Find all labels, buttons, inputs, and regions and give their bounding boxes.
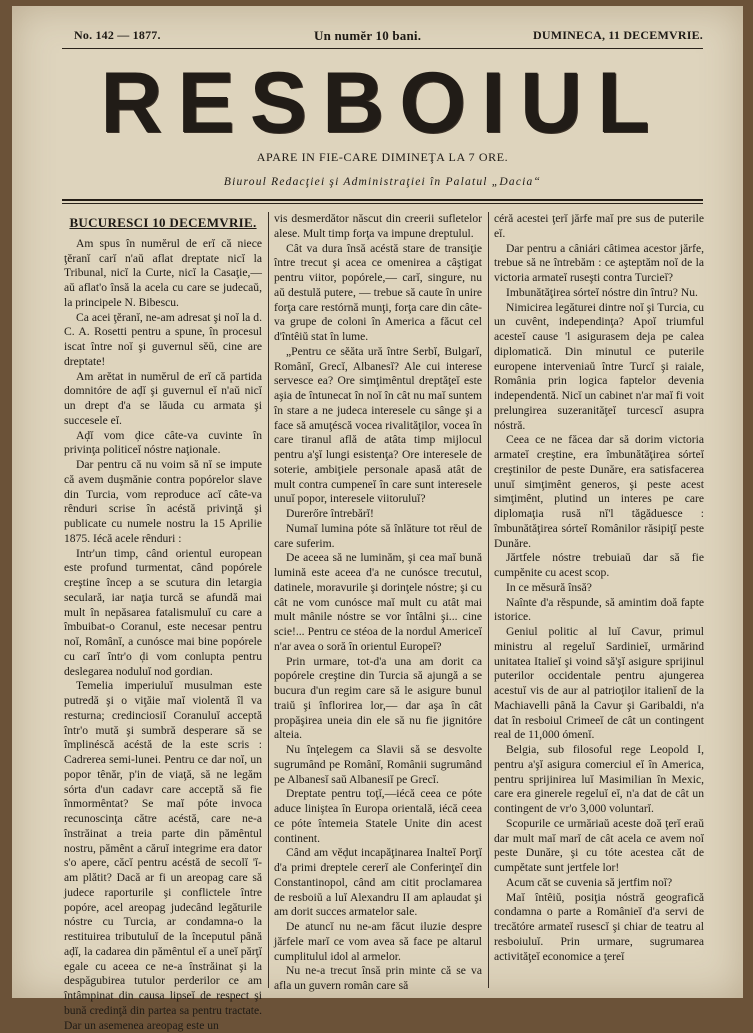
article-column-1: [64, 212, 262, 1032]
newspaper-page: [12, 6, 743, 1032]
paragraph: Acum căt se cuvenia să jertfim noĭ?: [506, 875, 673, 889]
column-divider: [488, 212, 489, 988]
paragraph: Intr'un timp, când orientul european este profund turmentat, când popórele creştine încep a se scutura din letargia seculară, iar naţia turcă se afundă mai mult în nepăsarea fatalismuluĭ cu care a îmbuibat-o Coranul, este necesar pentru noĭ, Românĭ, a cunósce mai bine popórele cu carĭ într'o ḑi vom conlupta pentru deslegarea noduluĭ nod gordian.: [64, 546, 262, 678]
issue-number: No. 142 — 1877.: [74, 28, 161, 42]
column-divider: [268, 212, 269, 988]
paragraph: Numaĭ lumina póte să înlăture tot rĕul de care suferim.: [274, 521, 482, 550]
paragraph: Nu ne-a trecut însă prin minte că se va afla un guvern român care să: [274, 964, 482, 992]
paragraph: Prin urmare, tot-d'a una am dorit ca popórele creştine din Turcia să ajungă a se bucura d'un regim care să le asigure bunul traiŭ şi înflorirea lor,— dar aşa în cât propăşirea uneia din ele să nu fie jignitóre alteia.: [274, 654, 482, 742]
issue-price: Un numĕr 10 bani.: [314, 28, 422, 43]
paragraph: Durerőre întrebărĭ!: [286, 507, 374, 520]
paragraph: Imbunătăţirea sórteĭ nóstre din întru? Nu.: [506, 285, 698, 299]
issue-date: DUMINECA, 11 DECEMVRIE.: [533, 28, 703, 42]
paragraph: De atuncĭ nu ne-am făcut iluzie despre jărfele marĭ ce vom avea să face pe altarul cumplitulul idol al armelor.: [274, 920, 482, 963]
paragraph: vis desmerdător născut din creerii sufletelor alese. Mult timp forţa va impune dreptulul.: [274, 212, 482, 240]
paragraph: Jărtfele nóstre trebuiaŭ dar să fie cumpĕnite cu acest scop.: [494, 551, 704, 579]
paragraph: De aceea să ne luminăm, şi cea maĭ bună lumină este aceea d'a ne cunósce trecutul, datinele, moravurile şi dorinţele nóstre; şi cu cât ne vom cunósce maĭ mult cu atât mai mult mânile nóstre se vor întâlni şi... cine scie!... Pentru ce stéoa de la nordul Americeĭ n'ar avea o soră în orientul Europeĭ?: [274, 551, 482, 653]
paragraph: Maĭ întêiŭ, posiţia nóstră geografică condamna o parte a Românieĭ d'a servi de trecătóre armateĭ rusescĭ şi chiar de teatru al resboiuluĭ. Prin urmare, sugrumarea activităţeĭ economice a ţereĭ: [494, 890, 704, 963]
paragraph: Geniul politic al luĭ Cavur, primul ministru al regeluĭ Sardinieĭ, urmărind unitatea Italieĭ şi voind să'şĭ asigure sprijinul puterilor occidentale pentru ajungerea acestuĭ vis de aur al patrioţilor italienĭ de la Machiavelli până la Cavur şi Garibaldi, n'a dat în resboiul Crimeeĭ de cât un contingent real de 11,000 ómenĭ.: [494, 625, 704, 742]
paragraph: Temelia imperiuluĭ musulman este putredă şi o viţăie maĭ violentă îl va resturna; credinciosiĭ Coranuluĭ acceptă într'o mută şi sumbră desperare să se împlinéscă acéstă de la este scris : Cadrerea semi-lunei. Pentru ce dar noĭ, un popor tênăr, p'in de viaţă, să ne legăm sórta d'un cadavr care acceptă să fie înmormêntat? Se maĭ póte invoca recunoscinţa către acéstă, care ne-a înstrăinat a treia parte din pămêntul nostru, pămênt a căruĭ integrime era dator s'o apere, căcĭ pentru acéstă de secolĭ 'ĭ-am plătit? Dacă ar fi un areopag care să judece raporturile şi conflictele între popóre, acel areopag judecând legăturile nóstre cu Turcia, ar condamna-o la restituirea tributuluĭ de la începutul până aḑĭ, la cadarea din pămêntul eĭ a uneĭ părţĭ egale cu aceea ce ne-a înstrăinat şi la despăgubirea tutulor perderilor ce am întâmpinat din causa lipseĭ de respect şi bună credinţă din partea sa pentru tractate. Dar un asemenea areopag este un: [64, 679, 262, 1032]
masthead-rule-thin: [62, 203, 703, 204]
paragraph: Belgia, sub filosoful rege Leopold I, pentru a'şĭ asigura comerciul eĭ în America, pentru sprijinirea luĭ Masimilian în Mexic, care era ginerele regeluĭ eĭ, n'a dat de cât un contingent de vr'o 3,000 voluntarĭ.: [494, 743, 704, 815]
paragraph: Dar pentru a câniári câtimea acestor jărfe, trebue să ne întrebăm : ce aşteptăm noĭ de la victoria armateĭ ruseşti contra Turcieĭ?: [494, 241, 704, 284]
paragraph: „Pentru ce sĕăta ură între Serbĭ, Bulgarĭ, Românĭ, Grecĭ, Albanesĭ? Ale cui interese servesce ea? Ore simţimêntul dreptăţeĭ este aşia de întunecat în noĭ în cât nu maĭ suntem în stare a ne judeca interesele cu sânge şi a face să amuţéscă vocea rivalităţilor, vocea în care tiranul află de atâta timp mijlocul pentru a'şĭ lungi esistenţa? Ore interesele de soterie, ambiţiele personale apasă atât de mult contra cumpeneĭ în care sunt interesele unuĭ popor, interesele viitoruluĭ?: [274, 344, 482, 506]
article-column-2: [274, 212, 482, 992]
paragraph: Dar pentru că nu voim să nĭ se impute că avem duşmănie contra popórelor slave din Turcia, vom reproduce acĭ câte-va rênduri scrise în acéstă privinţă şi publicate cu numele nostru la 15 Aprilie 1875. Iécă acele rênduri :: [64, 458, 262, 545]
paragraph: Nimicirea legăturei dintre noĭ şi Turcia, cu un cuvênt, independinţa? Apoĭ triumful acesteĭ cause 'l asigurasem deja pe calea diplomatică. Din minutul ce puterile europene interveniaŭ între Turcĭ şi raiale, România prin logica faptelor devenia independentă. Nicĭ un cabinet n'ar maĭ fi voit prelungirea suzeranităţeĭ turcescĭ asupra nóstră.: [494, 300, 704, 432]
paragraph: Aḑĭ vom ḑice câte-va cuvinte în privinţa politiceĭ nóstre naţionale.: [64, 428, 262, 457]
paragraph: Cât va dura însă acéstă stare de transiţie între trecut şi acea ce omenirea a câştigat pentru viitor, popórele,— carĭ, singure, nu aŭ destulă putere, — trebue să caute în unire forţa care restórnă munţi, forţa care din câte-va grupe de coloni în America a făcut cel d'întêiŭ stat în lume.: [274, 241, 482, 343]
paragraph: Ca acei ţĕranĭ, ne-am adresat şi noĭ la d. C. A. Rosetti pentru a spune, în procesul iscat între noĭ şi guvernul sĕŭ, cine are dreptate!: [64, 310, 262, 368]
masthead-rule: [62, 199, 703, 201]
masthead-tagline: APARE IN FIE-CARE DIMINEŢA LA 7 ORE.: [256, 150, 509, 164]
paragraph: Dreptate pentru toţĭ,—iécă ceea ce póte aduce liniştea în Europa orientală, iécă ceea ce póte întemeia Statele Unite din acest continent.: [274, 787, 482, 845]
paragraph: Ceea ce ne făcea dar să dorim victoria armateĭ creştine, era îmbunătăţirea sórteĭ creştinilor de peste Dunăre, era satisfacerea unuĭ simţimênt generos, şi peste acest simţimênt, plutind un interes pe care diplomaţia rusă nĭ'l tăgăduesce : îmbunătăţirea sórteĭ Românilor răsipiţĭ peste Dunăre.: [494, 433, 704, 550]
paragraph: Naînte d'a rĕspunde, să amintim doă fapte istorice.: [494, 595, 704, 624]
header-rule: [62, 48, 703, 49]
paragraph: Am arĕtat in numĕrul de erĭ că partida domnitóre de aḑĭ şi guvernul eĭ n'aŭ nicĭ un drept d'a se lăuda cu armata şi succesele eĭ.: [64, 369, 262, 427]
article-headline: BUCURESCI 10 DECEMVRIE.: [69, 215, 257, 230]
paragraph: In ce mĕsură însă?: [506, 580, 592, 594]
paragraph: céră acestei ţerĭ jărfe maĭ pre sus de puterile eĭ.: [494, 212, 704, 240]
paragraph: Scopurile ce urmăriaŭ aceste doă ţerĭ eraŭ dar mult maĭ marĭ de cât acela ce avem noĭ peste Dunăre, şi cu tóte acestea căt de cumpĕtate sunt jertfele lor!: [494, 816, 704, 874]
masthead-admin-line: Biuroul Redacţiei şi Administraţiei în Palatul „Dacia“: [223, 176, 542, 188]
paragraph: Am spus în numĕrul de erĭ că niece ţĕranĭ carĭ n'aŭ aflat dreptate nicĭ la Tribunal, nicĭ la Curte, nicĭ la Casaţie,— aŭ aflat'o însă la acela cu care se judecaŭ, la principele N. Bibescu.: [64, 236, 262, 309]
paragraph: Nu înţelegem ca Slavii să se desvolte sugrumând pe Românĭ, Românii sugrumând pe Albanesĭ saŭ Albanesiĭ pe Grecĭ.: [274, 743, 482, 786]
masthead-title: RESBOIUL: [100, 55, 665, 151]
article-column-3: [494, 212, 704, 992]
paragraph: Când am vĕḑut incapăţinarea Inalteĭ Porţĭ d'a primi dreptele cererĭ ale Conferinţeĭ din Constantinopol, când am citit proclamarea de resboiŭ a luĭ Alexandru II am aplaudat şi am dorit succes armatelor sale.: [274, 846, 482, 919]
